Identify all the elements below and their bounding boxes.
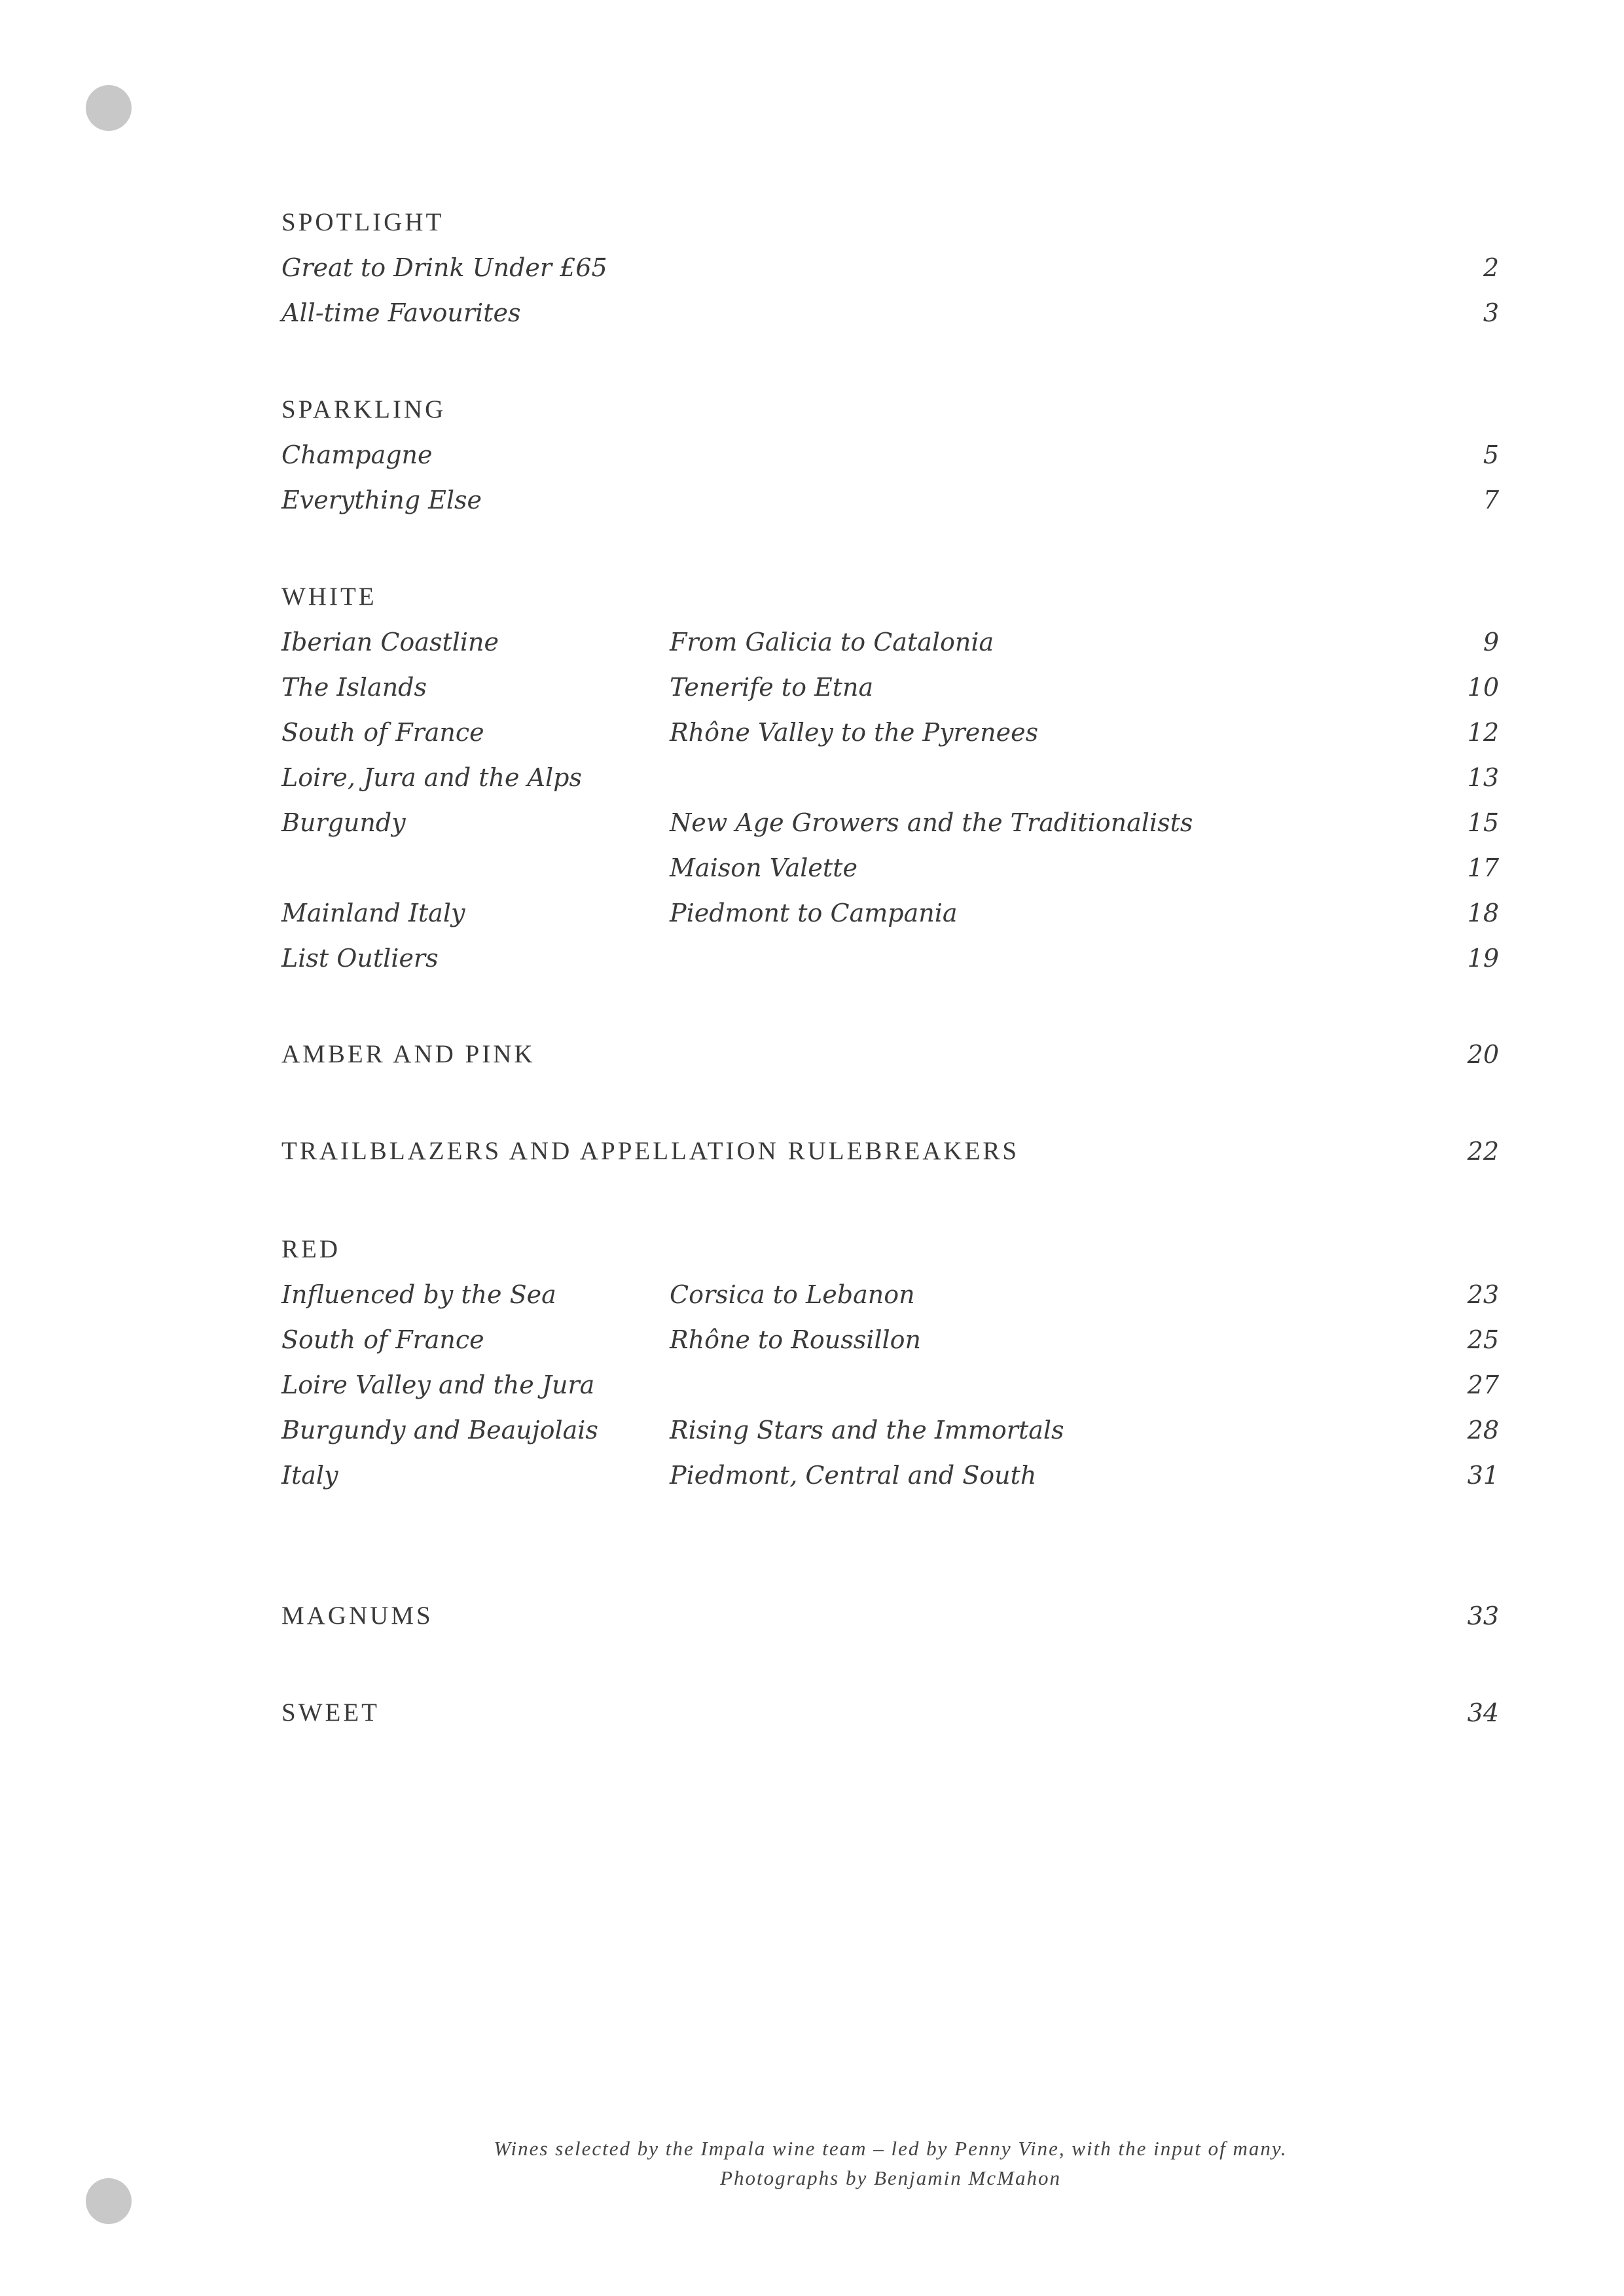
entry-title: Mainland Italy <box>281 899 465 927</box>
section-heading-amber-and-pink[interactable] <box>281 1035 1499 1074</box>
section-heading-red <box>281 1230 1499 1269</box>
entry-page-number: 7 <box>1483 486 1499 514</box>
heading-text: SWEET <box>281 1698 380 1727</box>
entry-page-number: 28 <box>1467 1416 1499 1444</box>
toc-entry[interactable] <box>281 1410 1499 1450</box>
toc-entry[interactable] <box>281 758 1499 797</box>
entry-page-number: 2 <box>1483 253 1499 282</box>
heading-text: TRAILBLAZERS AND APPELLATION RULEBREAKERS <box>281 1137 1020 1165</box>
footer-credit-photographs: Photographs by Benjamin McMahon <box>720 2166 1061 2189</box>
toc-entry[interactable] <box>281 713 1499 752</box>
toc-entry[interactable] <box>281 248 1499 287</box>
toc-entry[interactable] <box>281 1320 1499 1359</box>
heading-text: AMBER AND PINK <box>281 1040 535 1068</box>
footer-credit-wine-team: Wines selected by the Impala wine team – led by Penny Vine, with the input of many. <box>494 2137 1288 2160</box>
entry-title: All-time Favourites <box>281 298 521 327</box>
section-heading-sparkling <box>281 390 1499 429</box>
entry-title: South of France <box>281 1325 484 1354</box>
entry-title: Influenced by the Sea <box>281 1280 556 1309</box>
entry-subtitle: Tenerife to Etna <box>670 673 874 702</box>
entry-title: Loire, Jura and the Alps <box>281 763 582 792</box>
entry-title: Burgundy and Beaujolais <box>281 1416 598 1444</box>
entry-title: Everything Else <box>281 486 482 514</box>
entry-subtitle: From Galicia to Catalonia <box>670 628 994 656</box>
toc-entry[interactable] <box>281 893 1499 933</box>
toc-entry[interactable] <box>281 435 1499 475</box>
entry-title: Great to Drink Under £65 <box>281 253 607 282</box>
toc-entry[interactable] <box>281 1456 1499 1495</box>
toc-entry[interactable] <box>281 848 1499 888</box>
heading-text: WHITE <box>281 583 377 611</box>
entry-title: South of France <box>281 718 484 747</box>
section-heading-trailblazers[interactable] <box>281 1132 1499 1171</box>
entry-title: List Outliers <box>281 944 439 973</box>
entry-page-number: 23 <box>1467 1280 1499 1309</box>
entry-page-number: 3 <box>1483 298 1499 327</box>
entry-subtitle: Corsica to Lebanon <box>670 1280 915 1309</box>
entry-page-number: 19 <box>1467 944 1499 973</box>
entry-title: Loire Valley and the Jura <box>281 1371 595 1399</box>
section-heading-magnums[interactable] <box>281 1596 1499 1636</box>
entry-page-number: 22 <box>1467 1137 1499 1166</box>
entry-page-number: 33 <box>1467 1602 1499 1630</box>
entry-page-number: 18 <box>1467 899 1499 927</box>
entry-subtitle: Rhône to Roussillon <box>670 1325 922 1354</box>
entry-title: Burgundy <box>281 808 406 837</box>
entry-page-number: 17 <box>1467 853 1499 882</box>
entry-page-number: 5 <box>1483 440 1499 469</box>
entry-page-number: 27 <box>1467 1371 1499 1399</box>
entry-page-number: 13 <box>1467 763 1499 792</box>
entry-page-number: 10 <box>1467 673 1499 702</box>
heading-text: SPOTLIGHT <box>281 208 444 236</box>
toc-entry[interactable] <box>281 1275 1499 1314</box>
toc-entry[interactable] <box>281 1365 1499 1405</box>
entry-page-number: 31 <box>1467 1461 1499 1490</box>
entry-page-number: 15 <box>1467 808 1499 837</box>
footer-credits <box>0 2134 1624 2193</box>
section-heading-white <box>281 577 1499 617</box>
entry-page-number: 25 <box>1467 1325 1499 1354</box>
binder-hole-top <box>86 85 132 131</box>
entry-title: Iberian Coastline <box>281 628 499 656</box>
entry-subtitle: Maison Valette <box>670 853 857 882</box>
entry-page-number: 20 <box>1467 1040 1499 1069</box>
entry-subtitle: New Age Growers and the Traditionalists <box>670 808 1193 837</box>
toc-entry[interactable] <box>281 668 1499 707</box>
entry-page-number: 9 <box>1483 628 1499 656</box>
toc-entry[interactable] <box>281 480 1499 520</box>
toc-entry[interactable] <box>281 803 1499 842</box>
entry-title: Italy <box>281 1461 338 1490</box>
entry-subtitle: Piedmont to Campania <box>670 899 958 927</box>
section-heading-sweet[interactable] <box>281 1693 1499 1732</box>
entry-subtitle: Rhône Valley to the Pyrenees <box>670 718 1039 747</box>
heading-text: SPARKLING <box>281 395 446 423</box>
entry-page-number: 34 <box>1467 1698 1499 1727</box>
entry-subtitle: Piedmont, Central and South <box>670 1461 1037 1490</box>
entry-page-number: 12 <box>1467 718 1499 747</box>
toc-entry[interactable] <box>281 622 1499 662</box>
entry-subtitle: Rising Stars and the Immortals <box>670 1416 1064 1444</box>
heading-text: MAGNUMS <box>281 1602 433 1630</box>
toc-entry[interactable] <box>281 293 1499 332</box>
entry-title: Champagne <box>281 440 433 469</box>
entry-title: The Islands <box>281 673 427 702</box>
section-heading-spotlight <box>281 203 1499 242</box>
table-of-contents <box>281 0 1499 1833</box>
heading-text: RED <box>281 1235 340 1263</box>
toc-entry[interactable] <box>281 939 1499 978</box>
